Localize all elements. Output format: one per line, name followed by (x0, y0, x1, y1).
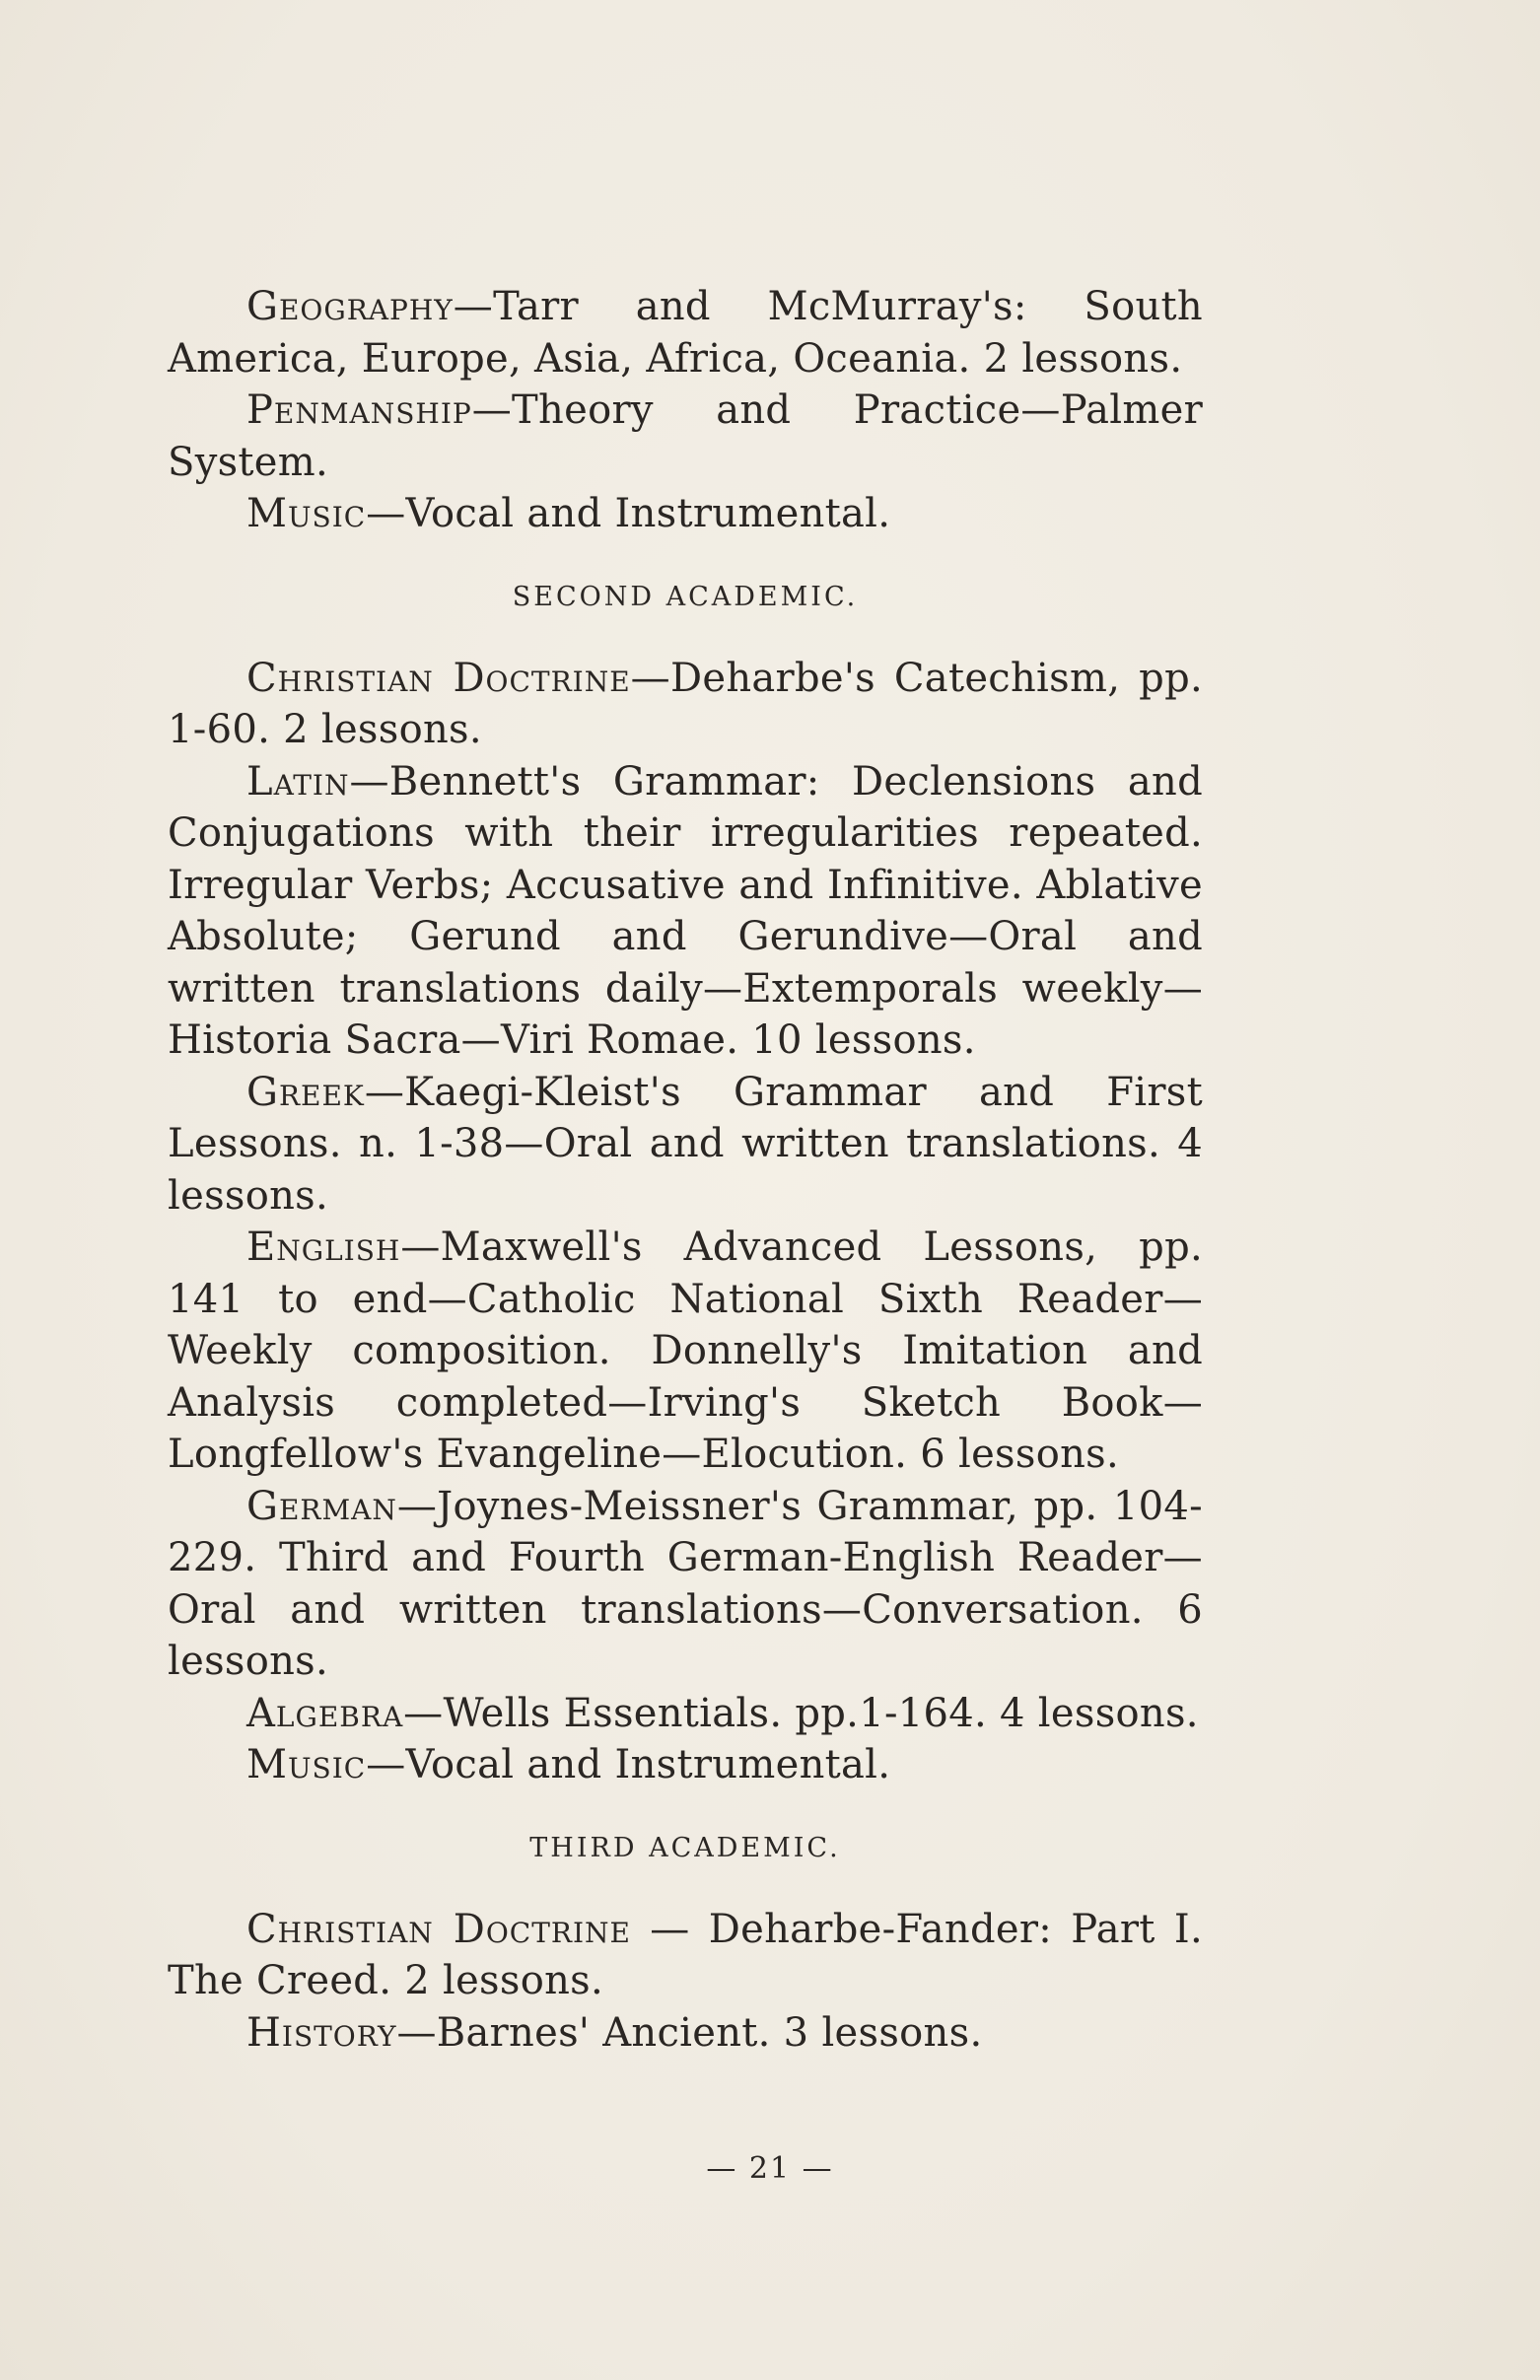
subject-label: Penmanship (246, 387, 472, 433)
entry-text: —Vocal and Instrumental. (366, 491, 891, 536)
subject-label: Geography (246, 284, 454, 329)
subject-label: German (246, 1483, 397, 1529)
subject-label: Music (246, 1742, 367, 1787)
algebra-entry (168, 1688, 1203, 1740)
german-entry (168, 1481, 1203, 1688)
subject-label: Latin (246, 758, 350, 805)
entry-text: —Wells Essentials. pp.1-164. 4 lessons. (403, 1690, 1199, 1736)
entry-text: — Deharbe-Fander: Part I. The Creed. 2 lessons. (168, 1906, 1204, 2003)
entry-text: —Bennett's Grammar: Declensions and Conjugations with their irregularities repeated. Irregular Verbs; Accusative and Infinitive. Ablative Absolute; Gerund and Gerundive—Oral and written translations daily—Extemporals weekly—Historia Sacra—Viri Romae. 10 lessons. (168, 758, 1203, 1063)
entry-text: —Maxwell's Advanced Lessons, pp. 141 to end—Catholic National Sixth Reader—Weekly composition. Donnelly's Imitation and Analysis completed—Irving's Sketch Book—Longfellow's Evangeline—Elocution. 6 lessons. (168, 1225, 1203, 1477)
geography-entry (168, 281, 1203, 385)
entry-text: —Deharbe's Catechism, pp. 1-60. 2 lessons. (168, 655, 1203, 752)
page-number: — 21 — (706, 2151, 834, 2186)
penmanship-entry (168, 385, 1203, 488)
entry-text: —Tarr and McMurray's: South America, Europe, Asia, Africa, Oceania. 2 lessons. (168, 284, 1203, 382)
entry-text: —Joynes-Meissner's Grammar, pp. 104-229. Third and Fourth German-English Reader—Oral and written translations—Conversation. 6 lessons. (168, 1483, 1203, 1684)
history-entry (168, 2007, 1203, 2060)
section-heading-second-academic: SECOND ACADEMIC. (512, 581, 859, 612)
greek-entry (168, 1067, 1203, 1223)
section-heading-third-academic: THIRD ACADEMIC. (529, 1832, 841, 1863)
christian-doctrine-entry (168, 1904, 1203, 2007)
subject-label: Greek (246, 1069, 365, 1115)
page-body (168, 281, 1203, 2059)
entry-text: —Barnes' Ancient. 3 lessons. (396, 2009, 983, 2056)
subject-label: Christian Doctrine (246, 655, 631, 701)
subject-label: Music (246, 491, 367, 536)
subject-label: English (246, 1225, 401, 1270)
latin-entry (168, 756, 1203, 1067)
entry-text: —Kaegi-Kleist's Grammar and First Lessons. n. 1-38—Oral and written translations. 4 lessons. (168, 1069, 1203, 1219)
subject-label: Christian Doctrine (246, 1906, 631, 1952)
entry-text: —Theory and Practice—Palmer System. (168, 387, 1203, 485)
music-entry (168, 488, 1203, 540)
music-entry (168, 1739, 1203, 1791)
subject-label: History (246, 2009, 397, 2056)
english-entry (168, 1222, 1203, 1481)
subject-label: Algebra (246, 1690, 404, 1736)
christian-doctrine-entry (168, 653, 1203, 756)
entry-text: —Vocal and Instrumental. (366, 1742, 891, 1787)
